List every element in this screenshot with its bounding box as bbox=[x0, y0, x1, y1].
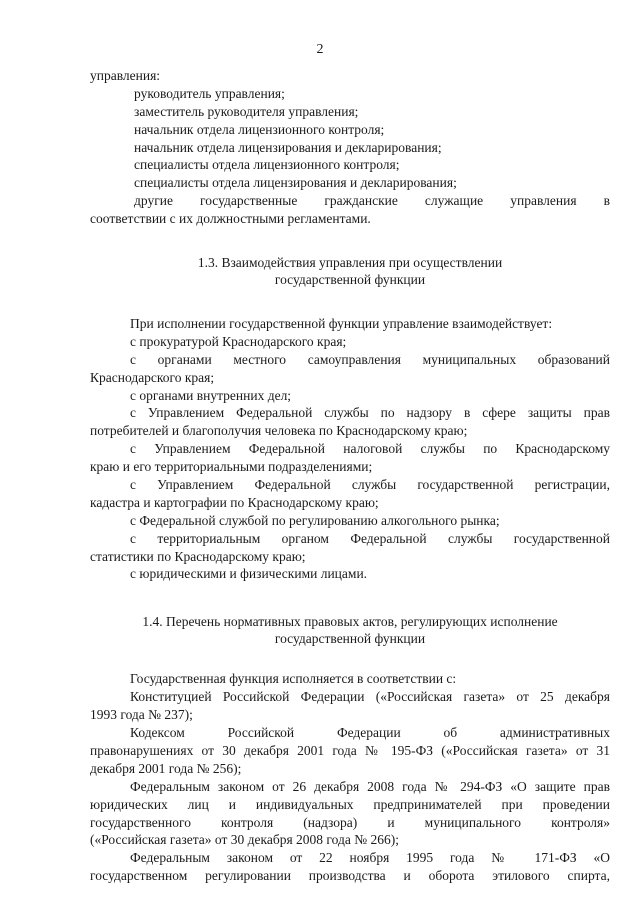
list-item-continuation: краю и его территориальными подразделениями; bbox=[90, 459, 373, 475]
list-item: руководитель управления; bbox=[134, 85, 285, 101]
law-item: Конституцией Российской Федерации («Российская газета» от 25 декабря bbox=[130, 689, 610, 705]
list-item: другие государственные гражданские служащие управления в bbox=[134, 193, 610, 209]
page-number: 2 bbox=[316, 42, 324, 57]
list-item: с юридическими и физическими лицами. bbox=[130, 566, 368, 582]
law-item-continuation: 1993 года № 237); bbox=[90, 707, 193, 723]
law-item-continuation: государственного контроля (надзора) и муниципального контроля» bbox=[90, 814, 610, 830]
section-title-line2: государственной функции bbox=[274, 271, 426, 287]
law-item-continuation: декабря 2001 года № 256); bbox=[90, 760, 242, 776]
section-intro: Государственная функция исполняется в соответствии с: bbox=[130, 671, 457, 687]
law-item-continuation: («Российская газета» от 30 декабря 2008 года № 266); bbox=[90, 832, 399, 848]
list-item: с Управлением Федеральной налоговой службы по Краснодарскому bbox=[130, 441, 610, 457]
law-item-continuation: юридических лиц и индивидуальных предпринимателей при проведении bbox=[90, 796, 610, 812]
list-item: с прокуратурой Краснодарского края; bbox=[130, 333, 347, 349]
list-item-continuation: статистики по Краснодарскому краю; bbox=[90, 548, 306, 564]
list-item: специалисты отдела лицензирования и декларирования; bbox=[134, 175, 457, 191]
list-item: с органами местного самоуправления муниципальных образований bbox=[130, 351, 610, 367]
law-item-continuation: правонарушениях от 30 декабря 2001 года № 195-ФЗ («Российская газета» от 31 bbox=[90, 742, 610, 758]
list-item: заместитель руководителя управления; bbox=[134, 103, 359, 119]
list-item-continuation: соответствии с их должностными регламентами. bbox=[90, 211, 371, 227]
list-item-continuation: потребителей и благополучия человека по Краснодарскому краю; bbox=[90, 423, 468, 439]
section-title: 1.3. Взаимодействия управления при осуществлении bbox=[197, 255, 503, 271]
list-item: начальник отдела лицензионного контроля; bbox=[134, 121, 385, 137]
document-body bbox=[90, 68, 610, 886]
law-item: Федеральным законом от 26 декабря 2008 года № 294-ФЗ «О защите прав bbox=[130, 778, 610, 794]
law-item-continuation: государственном регулировании производства и оборота этилового спирта, bbox=[90, 868, 610, 884]
list-item: с территориальным органом Федеральной службы государственной bbox=[130, 530, 610, 546]
section-title: 1.4. Перечень нормативных правовых актов, регулирующих исполнение bbox=[142, 614, 558, 630]
list-item: с Федеральной службой по регулированию алкогольного рынка; bbox=[130, 512, 500, 528]
section-title-line2: государственной функции bbox=[274, 630, 426, 646]
list-item: специалисты отдела лицензионного контроля; bbox=[134, 157, 400, 173]
list-item-continuation: Краснодарского края; bbox=[90, 369, 215, 385]
list-item: с Управлением Федеральной службы государственной регистрации, bbox=[130, 477, 610, 493]
law-item: Кодексом Российской Федерации об административных bbox=[130, 725, 610, 741]
list-item: начальник отдела лицензирования и декларирования; bbox=[134, 139, 442, 155]
law-item: Федеральным законом от 22 ноября 1995 года № 171-ФЗ «О bbox=[130, 850, 610, 866]
section-intro: При исполнении государственной функции управление взаимодействует: bbox=[130, 316, 553, 332]
list-item-continuation: кадастра и картографии по Краснодарскому краю; bbox=[90, 494, 379, 510]
list-item: с Управлением Федеральной службы по надзору в сфере защиты прав bbox=[130, 405, 610, 421]
list-item: с органами внутренних дел; bbox=[130, 387, 292, 403]
list-intro: управления: bbox=[90, 68, 161, 83]
